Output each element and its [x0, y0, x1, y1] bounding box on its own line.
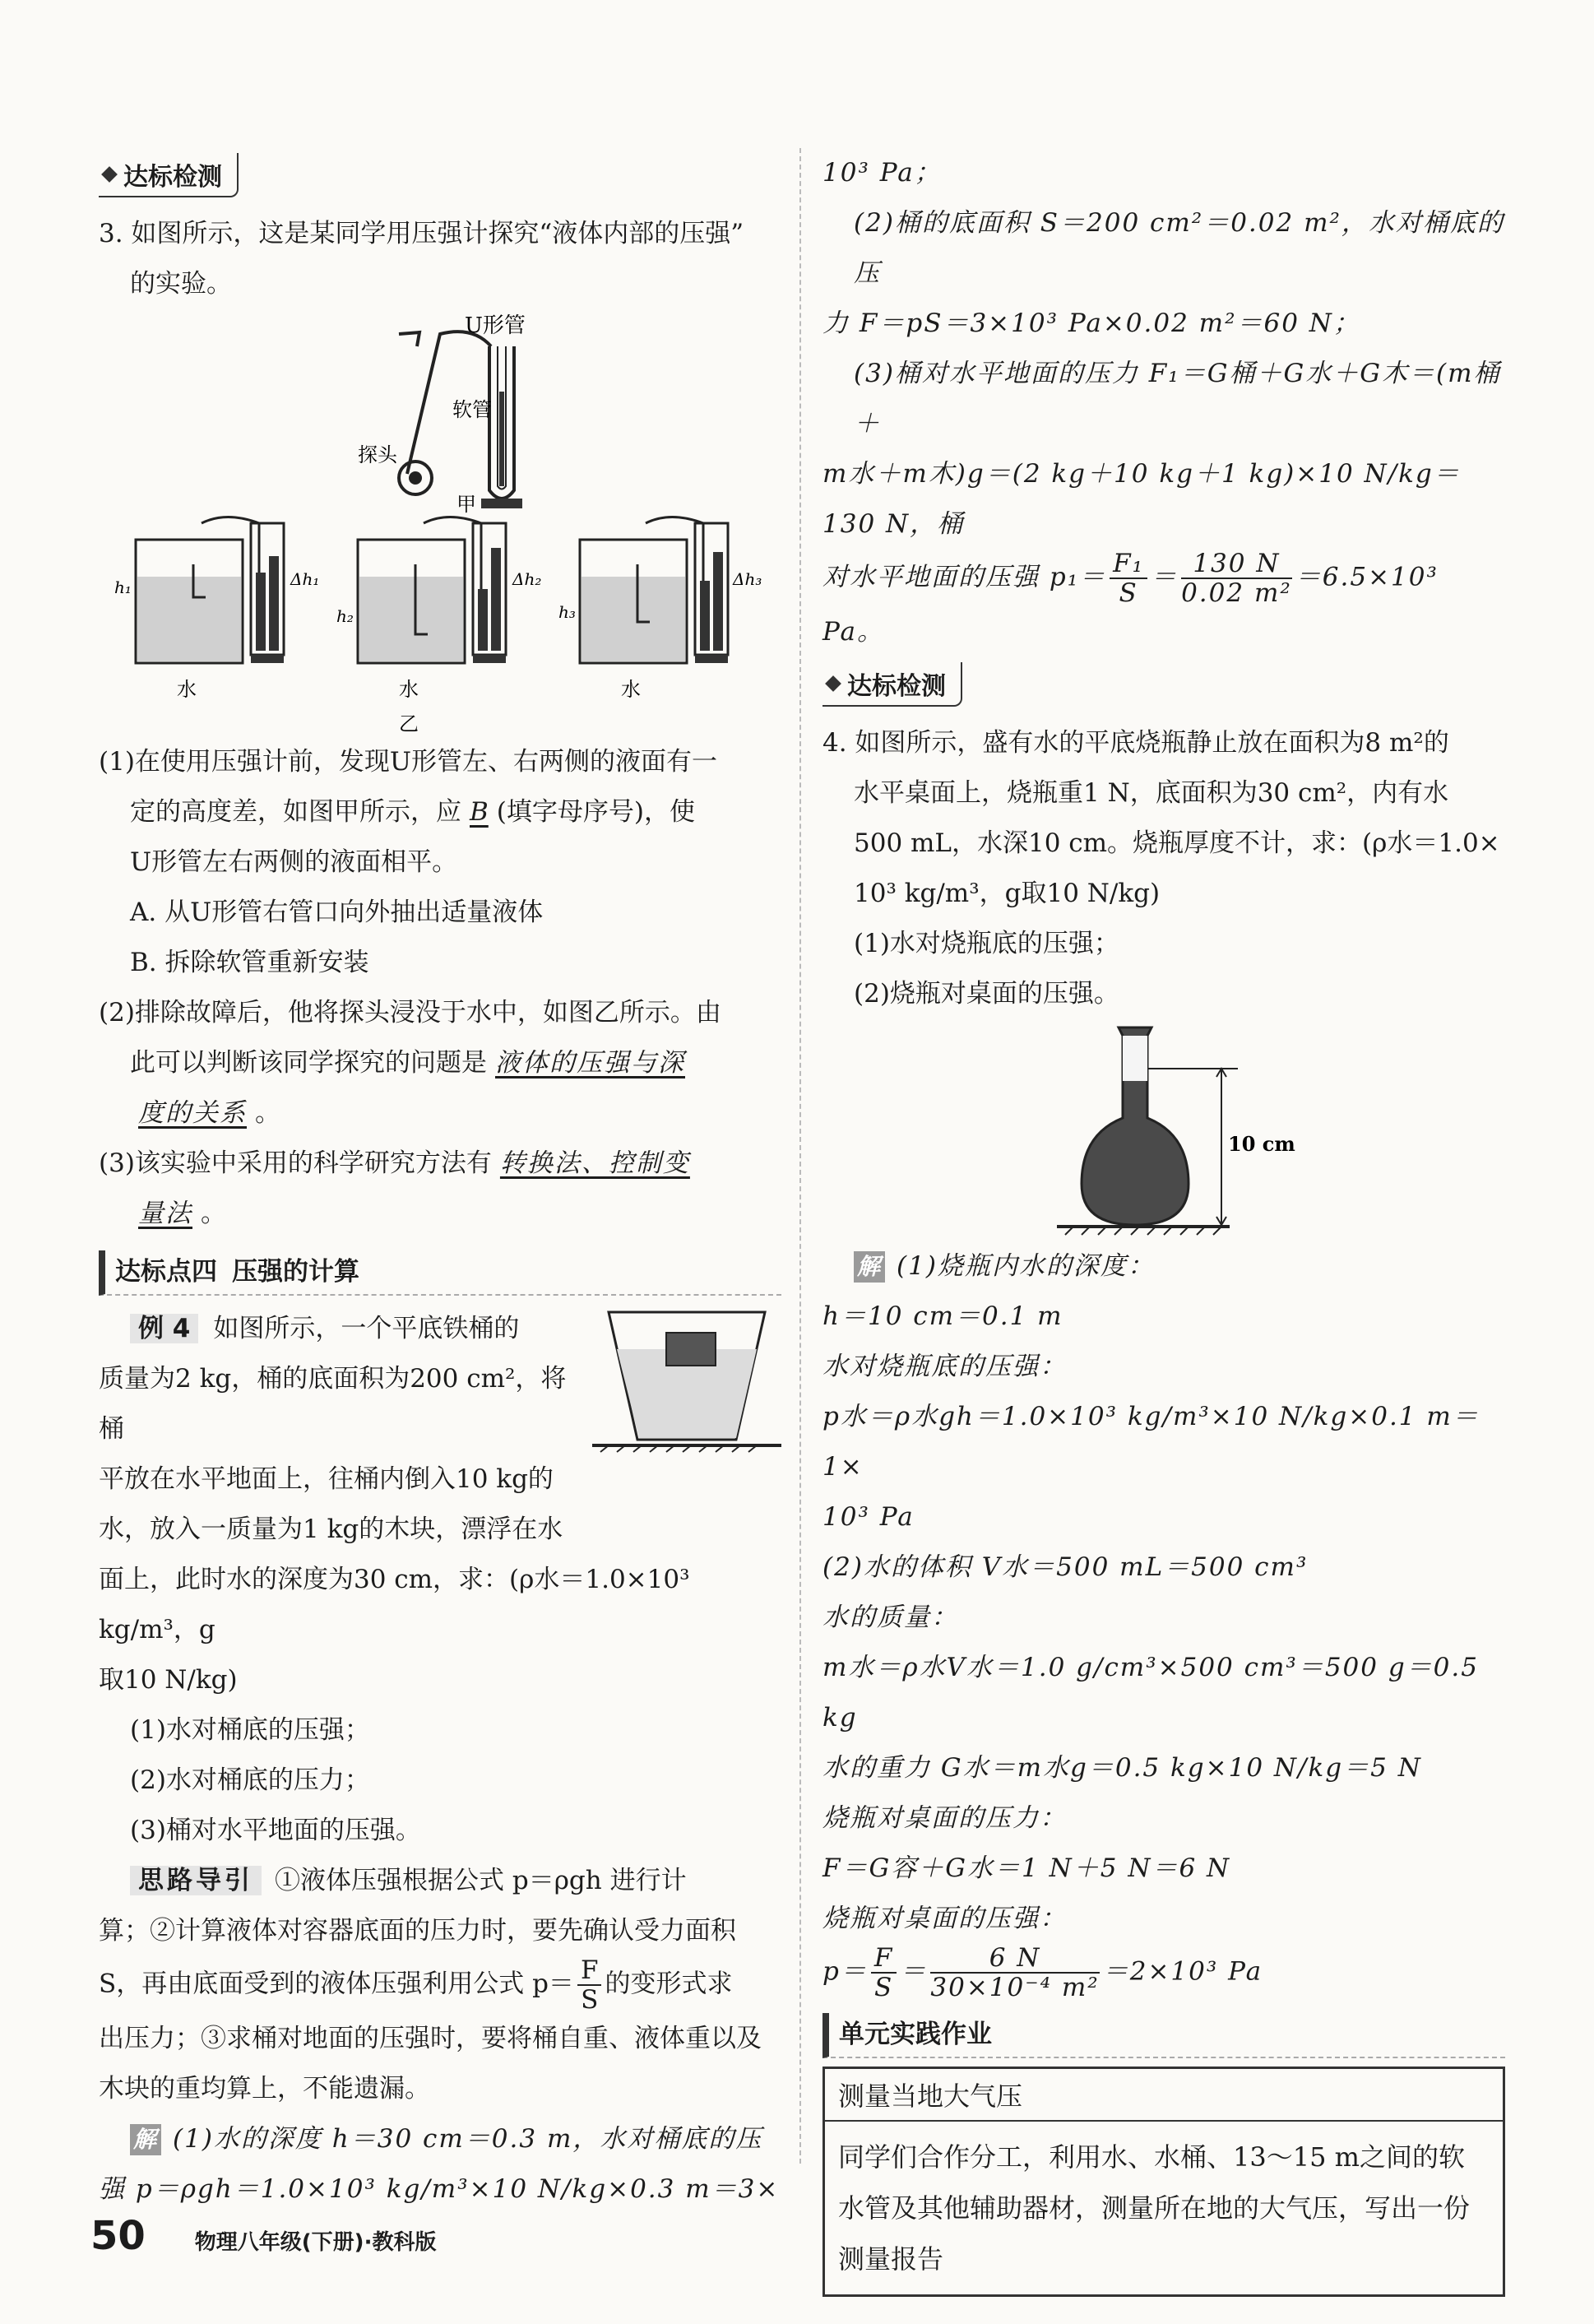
flask-depth-label: 10 cm — [1228, 1132, 1295, 1157]
figure-yi — [103, 515, 777, 737]
sol-line-2: 强 p＝ρgh＝1.0×10³ kg/m³×10 N/kg×0.3 m＝3× — [99, 2174, 780, 2205]
page-footer — [90, 2213, 436, 2259]
q3-3-line-b — [99, 1189, 781, 1239]
s-line-3: 水对烧瓶底的压强： — [822, 1352, 1067, 1382]
ex4-line-5: 面上，此时水的深度为30 cm，求：(ρ水＝1.0×10³ kg/m³，g — [99, 1565, 690, 1644]
beaker-1 — [114, 517, 319, 702]
s-line-13: p＝ $\frac{F}{S}$ ＝ $\frac{6 N}{\text{30×10⁻⁴ m²}}$ ＝2×10³ Pa — [822, 1943, 1263, 2003]
r-line-1: (2)桶的底面积 S＝200 cm²＝0.02 m²，水对桶底的压 — [854, 208, 1504, 288]
jie-icon: 解 — [854, 1251, 885, 1283]
badge-label: 达标检测 — [847, 672, 946, 702]
s13-text-post: ＝2×10³ Pa — [1102, 1956, 1263, 1987]
tip-line-2: 算；②计算液体对容器底面的压力时，要先确认受力面积 — [99, 1916, 736, 1946]
ex4-text-1: 如图所示，一个平底铁桶的 — [213, 1314, 520, 1343]
figure-jia — [276, 309, 605, 515]
s-line-12: 烧瓶对桌面的压强： — [822, 1904, 1067, 1934]
q3-2-line-a: (2)排除故障后，他将探头浸没于水中，如图乙所示。由 — [99, 998, 721, 1027]
q3-2-answer-1: 液体的压强与深 — [495, 1048, 685, 1078]
ex4-label: 例 4 — [130, 1314, 198, 1343]
r5-frac-2 — [1181, 550, 1292, 607]
s-line-8: m水＝ρ水V水＝1.0 g/cm³×500 cm³＝500 g＝0.5 kg — [822, 1653, 1479, 1733]
label-jia: 甲 — [456, 493, 476, 516]
q3-1-line-a: (1)在使用压强计前，发现U形管左、右两侧的液面有一 — [99, 747, 718, 777]
s-line-2: h＝10 cm＝0.1 m — [822, 1301, 1063, 1332]
q3-option-b: B. 拆除软管重新安装 — [130, 948, 369, 977]
q3-1-answer: B — [470, 797, 489, 827]
r-line-2: 力 F＝pS＝3×10³ Pa×0.02 m²＝60 N； — [822, 308, 1360, 338]
q4-line-3: 500 mL，水深10 cm。烧瓶厚度不计，求：(ρ水＝1.0× — [854, 828, 1500, 859]
q3-1-text-post: (填字母序号)，使 — [496, 797, 695, 827]
frac-den: S — [873, 1973, 894, 2003]
label-water-1: 水 — [177, 678, 197, 701]
tip-line-5: 木块的重均算上，不能遗漏。 — [99, 2074, 430, 2104]
ex4-line-4: 水，放入一质量为1 kg的木块，漂浮在水 — [99, 1515, 563, 1544]
badge-standard-check — [99, 153, 239, 197]
frac-den: 30×10⁻⁴ m² — [930, 1973, 1100, 2003]
s-line-6: (2)水的体积 V水＝500 mL＝500 cm³ — [822, 1552, 1309, 1583]
r-line-0: 10³ Pa； — [822, 158, 942, 188]
s-line-4: p水＝ρ水gh＝1.0×10³ kg/m³×10 N/kg×0.1 m＝1× — [822, 1402, 1480, 1482]
q4-line-4: 10³ kg/m³，g取10 N/kg) — [854, 879, 1161, 909]
q3-3-end: 。 — [201, 1199, 226, 1228]
section-4-heading — [99, 1250, 781, 1296]
section-4-title: 压强的计算 — [232, 1257, 359, 1287]
q3-intro-2: 的实验。 — [130, 269, 232, 299]
s13-text: p＝ — [822, 1956, 868, 1987]
s13-frac-2 — [930, 1944, 1099, 2002]
frac-den: 0.02 m² — [1181, 578, 1292, 609]
ex4-q1: (1)水对桶底的压强； — [130, 1715, 370, 1745]
homework-body: 同学们合作分工，利用水、水桶、13～15 m之间的软水管及其他辅助器材，测量所在地的大气压，写出一份测量报告 — [838, 2141, 1471, 2275]
diamond-icon — [101, 166, 118, 183]
ex4-q2: (2)水对桶底的压力； — [130, 1765, 370, 1795]
label-h1: h₁ — [114, 578, 132, 597]
frac-den: S — [1119, 578, 1138, 609]
label-hose: 软管 — [452, 398, 492, 421]
ex4-line-6: 取10 N/kg) — [99, 1665, 238, 1695]
q4-line-2: 水平桌面上，烧瓶重1 N，底面积为30 cm²，内有水 — [854, 778, 1449, 809]
jie-icon: 解 — [130, 2124, 161, 2155]
s-line-10: 烧瓶对桌面的压力： — [822, 1803, 1067, 1834]
page-number: 50 — [90, 2213, 146, 2259]
label-dh3: Δh₃ — [733, 569, 762, 589]
q3-2-text: 此可以判断该同学探究的问题是 — [130, 1048, 487, 1078]
sol-line-1 — [99, 2114, 781, 2164]
homework-box — [822, 2067, 1505, 2297]
left-column — [99, 148, 781, 2215]
s-line-11: F＝G容＋G水＝1 N＋5 N＝6 N — [822, 1853, 1231, 1884]
book-title: 物理八年级(下册)·教科版 — [194, 2230, 437, 2255]
label-probe: 探头 — [358, 443, 397, 466]
q3-1-line-b — [99, 787, 781, 837]
frac-num: 130 N — [1181, 550, 1292, 579]
s13-frac-1 — [871, 1944, 897, 2002]
q3-option-a: A. 从U形管右管口向外抽出适量液体 — [130, 898, 544, 927]
beaker-3 — [558, 517, 762, 702]
tip-line-3 — [99, 1956, 781, 2014]
ex4-line-3: 平放在水平地面上，往桶内倒入10 kg的 — [99, 1464, 554, 1494]
tip-text-3: S，再由底面受到的液体压强利用公式 p＝ — [99, 1969, 574, 1999]
column-divider — [799, 148, 801, 2164]
q3-3-answer-1: 转换法、控制变 — [499, 1148, 690, 1178]
r5-text: 对水平地面的压强 p₁＝ — [822, 562, 1107, 592]
label-dh2: Δh₂ — [512, 569, 542, 589]
s-line-7: 水的质量： — [822, 1603, 958, 1633]
q3-intro: 3. 如图所示，这是某同学用压强计探究“液体内部的压强” — [99, 219, 744, 248]
badge-label: 达标检测 — [123, 163, 222, 192]
section-4-tag: 达标点四 — [115, 1257, 217, 1287]
tip-line-4: 出压力；③求桶对地面的压强时，要将桶自重、液体重以及 — [99, 2024, 762, 2054]
q3-1-text: 定的高度差，如图甲所示，应 — [130, 797, 461, 827]
q3-2-line-c — [99, 1088, 781, 1139]
q3-3-line-a — [99, 1139, 781, 1189]
frac-num: F — [577, 1956, 602, 1986]
beaker-2 — [336, 517, 541, 736]
right-column — [822, 148, 1505, 2297]
r-line-4: m水＋m木)g＝(2 kg＋10 kg＋1 kg)×10 N/kg＝130 N，桶 — [822, 459, 1461, 539]
diamond-icon — [825, 675, 841, 692]
frac-num: F — [871, 1944, 897, 1974]
q3-2-end: 。 — [255, 1098, 280, 1128]
sol-text-1: (1)水的深度 h＝30 cm＝0.3 m，水对桶底的压 — [173, 2124, 763, 2155]
tip-text-3-post: 的变形式求 — [605, 1969, 733, 1999]
label-dh1: Δh₁ — [290, 569, 320, 589]
frac-num: 6 N — [930, 1944, 1099, 1974]
q3-3-text: (3)该实验中采用的科学研究方法有 — [99, 1148, 492, 1178]
q3-2-answer-2: 度的关系 — [138, 1098, 247, 1128]
r-line-3: (3)桶对水平地面的压力 F₁＝G桶＋G水＋G木＝(m桶＋ — [854, 359, 1501, 438]
tip-label: 思路导引 — [130, 1866, 262, 1895]
label-water-2: 水 — [399, 678, 419, 701]
tip-line-1 — [99, 1856, 781, 1906]
frac-den: S — [581, 1985, 599, 2016]
q3-1-line-c: U形管左右两侧的液面相平。 — [130, 847, 458, 877]
ex4-line-2: 质量为2 kg，桶的底面积为200 cm²，将桶 — [99, 1364, 567, 1444]
homework-title: 测量当地大气压 — [825, 2069, 1503, 2122]
r-line-5: 对水平地面的压强 p₁＝ $\frac{\text{F₁}}{S}$ ＝ $\frac{130 N}{\text{0.02 m²}}$ ＝6.5×10³ Pa。 — [822, 549, 1439, 647]
s-line-9: 水的重力 G水＝m水g＝0.5 kg×10 N/kg＝5 N — [822, 1753, 1422, 1784]
label-u-tube: U形管 — [465, 313, 526, 338]
r5-text-post: ＝6.5×10³ Pa。 — [822, 562, 1439, 647]
frac-num: F₁ — [1110, 550, 1147, 579]
s-text-1: (1)烧瓶内水的深度： — [897, 1251, 1155, 1282]
q4-q1: (1)水对烧瓶底的压强； — [854, 929, 1119, 959]
q4-line-1: 4. 如图所示，盛有水的平底烧瓶静止放在面积为8 m²的 — [822, 728, 1449, 758]
figure-flask — [1040, 1019, 1295, 1241]
label-h3: h₃ — [558, 602, 576, 622]
label-water-3: 水 — [621, 678, 641, 701]
tip-fraction — [577, 1956, 602, 2014]
badge-standard-check-2 — [822, 662, 962, 707]
s-line-1 — [822, 1241, 1505, 1292]
label-h2: h₂ — [336, 606, 354, 626]
q4-q2: (2)烧瓶对桌面的压强。 — [854, 979, 1119, 1009]
r5-frac-1 — [1110, 550, 1147, 607]
q3-2-line-b — [99, 1038, 781, 1088]
unit-practice-heading: 单元实践作业 — [822, 2013, 1505, 2058]
q3-3-answer-2: 量法 — [138, 1199, 192, 1228]
tip-text-1: ①液体压强根据公式 p＝ρgh 进行计 — [275, 1866, 687, 1895]
figure-bucket — [592, 1304, 781, 1460]
s-line-5: 10³ Pa — [822, 1502, 915, 1533]
ex4-q3: (3)桶对水平地面的压强。 — [130, 1816, 421, 1845]
label-yi: 乙 — [399, 712, 419, 735]
